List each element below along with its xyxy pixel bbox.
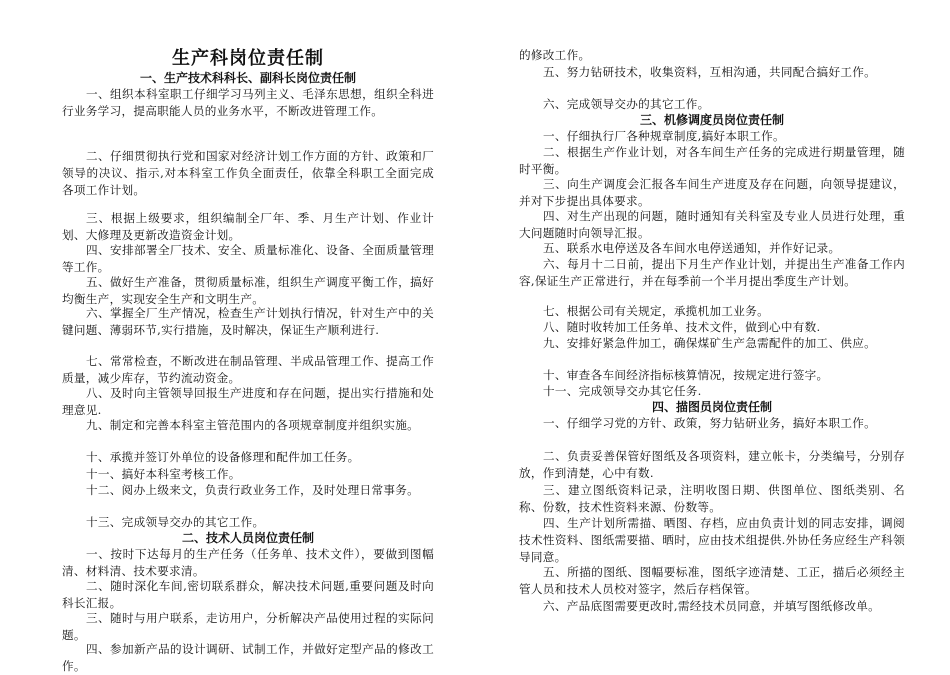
section-3-item-10: 十、审查各车间经济指标核算情况，按规定进行签字。 xyxy=(543,368,829,382)
section-3-item-7: 七、根据公司有关规定，承揽机加工业务。 xyxy=(543,304,769,318)
section-heading-2: 二、技术人员岗位责任制 xyxy=(181,531,314,545)
section-1-item-4: 四、安排部署全厂技术、安全、质量标准化、设备、全面质量管理等工作。 xyxy=(62,243,434,275)
section-3-item-6: 六、每月十二日前，提出下月生产作业计划，并提出生产准备工作内容,保证生产正常进行，并在每季前一个半月提出季度生产计划。 xyxy=(519,257,905,289)
section-4-item-1: 一、仔细学习党的方针、政策，努力钻研业务，搞好本职工作。 xyxy=(543,416,877,430)
section-1-item-10: 十、承揽并签订外单位的设备修理和配件加工任务。 xyxy=(86,450,360,464)
section-2-item-1: 一、按时下达每月的生产任务（任务单、技术文件），要做到图幅清、材料清、技术要求清。 xyxy=(62,547,434,579)
section-4-item-2: 二、负责妥善保管好图纸及各项资料，建立帐卡，分类编号，分别存放，作到清楚，心中有数. xyxy=(519,449,905,481)
section-3-item-1: 一、仔细执行厂各种规章制度,搞好本职工作。 xyxy=(543,129,785,143)
section-4-item-5: 五、所描的图纸、图幅要标准，图纸字迹清楚、工正，描后必须经主管人员和技术人员校对签字，然后存档保管。 xyxy=(519,565,905,597)
section-heading-1: 一、生产技术科科长、副科长岗位责任制 xyxy=(139,71,356,85)
section-3-item-11: 十一、完成领导交办其它任务. xyxy=(543,384,702,398)
section-2-item-4-continued: 的修改工作。 xyxy=(519,48,591,62)
section-1-item-13: 十三、完成领导交办的其它工作。 xyxy=(86,515,265,529)
section-1-item-6: 六、掌握全厂生产情况，检查生产计划执行情况，针对生产中的关键问题、薄弱环节,实行措施，及时解决，保证生产顺利进行. xyxy=(62,306,434,338)
section-3-item-8: 八、随时收转加工任务单、技术文件，做到心中有数. xyxy=(543,320,821,334)
section-2-item-3: 三、随时与用户联系，走访用户，分析解决产品使用过程的实际问题。 xyxy=(62,611,434,643)
section-3-item-5: 五、联系水电停送及各车间水电停送通知，并作好记录。 xyxy=(543,241,841,255)
section-3-item-2: 二、根据生产作业计划，对各车间生产任务的完成进行期量管理，随时平衡。 xyxy=(519,145,905,177)
section-1-item-5: 五、做好生产准备，贯彻质量标准，组织生产调度平衡工作，搞好均衡生产，实现安全生产和文明生产。 xyxy=(62,275,434,307)
section-2-item-4: 四、参加新产品的设计调研、试制工作，并做好定型产品的修改工作。 xyxy=(62,642,434,674)
section-1-item-1: 一、组织本科室职工仔细学习马列主义、毛泽东思想，组织全科进行业务学习，提高职能人员的业务水平，不断改进管理工作。 xyxy=(62,87,434,119)
section-2-item-2: 二、随时深化车间,密切联系群众，解决技术问题,重要问题及时向科长汇报。 xyxy=(62,579,434,611)
section-4-item-6: 六、产品底图需要更改时,需经技术员同意，并填写图纸修改单。 xyxy=(543,599,881,613)
section-1-item-2: 二、仔细贯彻执行党和国家对经济计划工作方面的方针、政策和厂领导的决议、指示,对本科室工作负全面责任，依靠全科职工全面完成各项工作计划。 xyxy=(62,149,434,198)
section-1-item-12: 十二、阅办上级来文，负责行政业务工作，及时处理日常事务。 xyxy=(86,483,420,497)
section-3-item-3: 三、向生产调度会汇报各车间生产进度及存在问题，向领导提建议，并对下步提出具体要求。 xyxy=(519,177,905,209)
section-1-item-9: 九、制定和完善本科室主管范围内的各项规章制度并组织实施。 xyxy=(86,418,420,432)
section-1-item-11: 十一、搞好本科室考核工作。 xyxy=(86,467,241,481)
document-title: 生产科岗位责任制 xyxy=(172,48,324,69)
section-2-item-6: 六、完成领导交办的其它工作。 xyxy=(543,97,710,111)
section-heading-4: 四、描图员岗位责任制 xyxy=(651,400,772,414)
section-2-item-5: 五、努力钻研技术，收集资料，互相沟通，共同配合搞好工作。 xyxy=(543,65,877,79)
section-1-item-8: 八、及时向主管领导回报生产进度和存在问题，提出实行措施和处理意见. xyxy=(62,386,434,418)
section-heading-3: 三、机修调度员岗位责任制 xyxy=(639,113,784,127)
section-4-item-3: 三、建立图纸资料记录，注明收图日期、供图单位、图纸类别、名称、份数，技术性资料来源、份数等。 xyxy=(519,483,905,515)
section-1-item-7: 七、常常检查，不断改进在制品管理、半成品管理工作、提高工作质量，减少库存，节约流动资金。 xyxy=(62,354,434,386)
section-3-item-9: 九、安排好紧急件加工，确保煤矿生产急需配件的加工、供应。 xyxy=(543,336,877,350)
section-3-item-4: 四、对生产出现的问题，随时通知有关科室及专业人员进行处理，重大问题随时向领导汇报。 xyxy=(519,209,905,241)
section-4-item-4: 四、生产计划所需描、晒图、存档，应由负责计划的同志安排，调阅技术性资料、图纸需要描、晒时，应由技术组提供.外协任务应经生产科领导同意。 xyxy=(519,516,905,565)
section-1-item-3: 三、根据上级要求，组织编制全厂年、季、月生产计划、作业计划、大修理及更新改造资金计划。 xyxy=(62,211,434,243)
